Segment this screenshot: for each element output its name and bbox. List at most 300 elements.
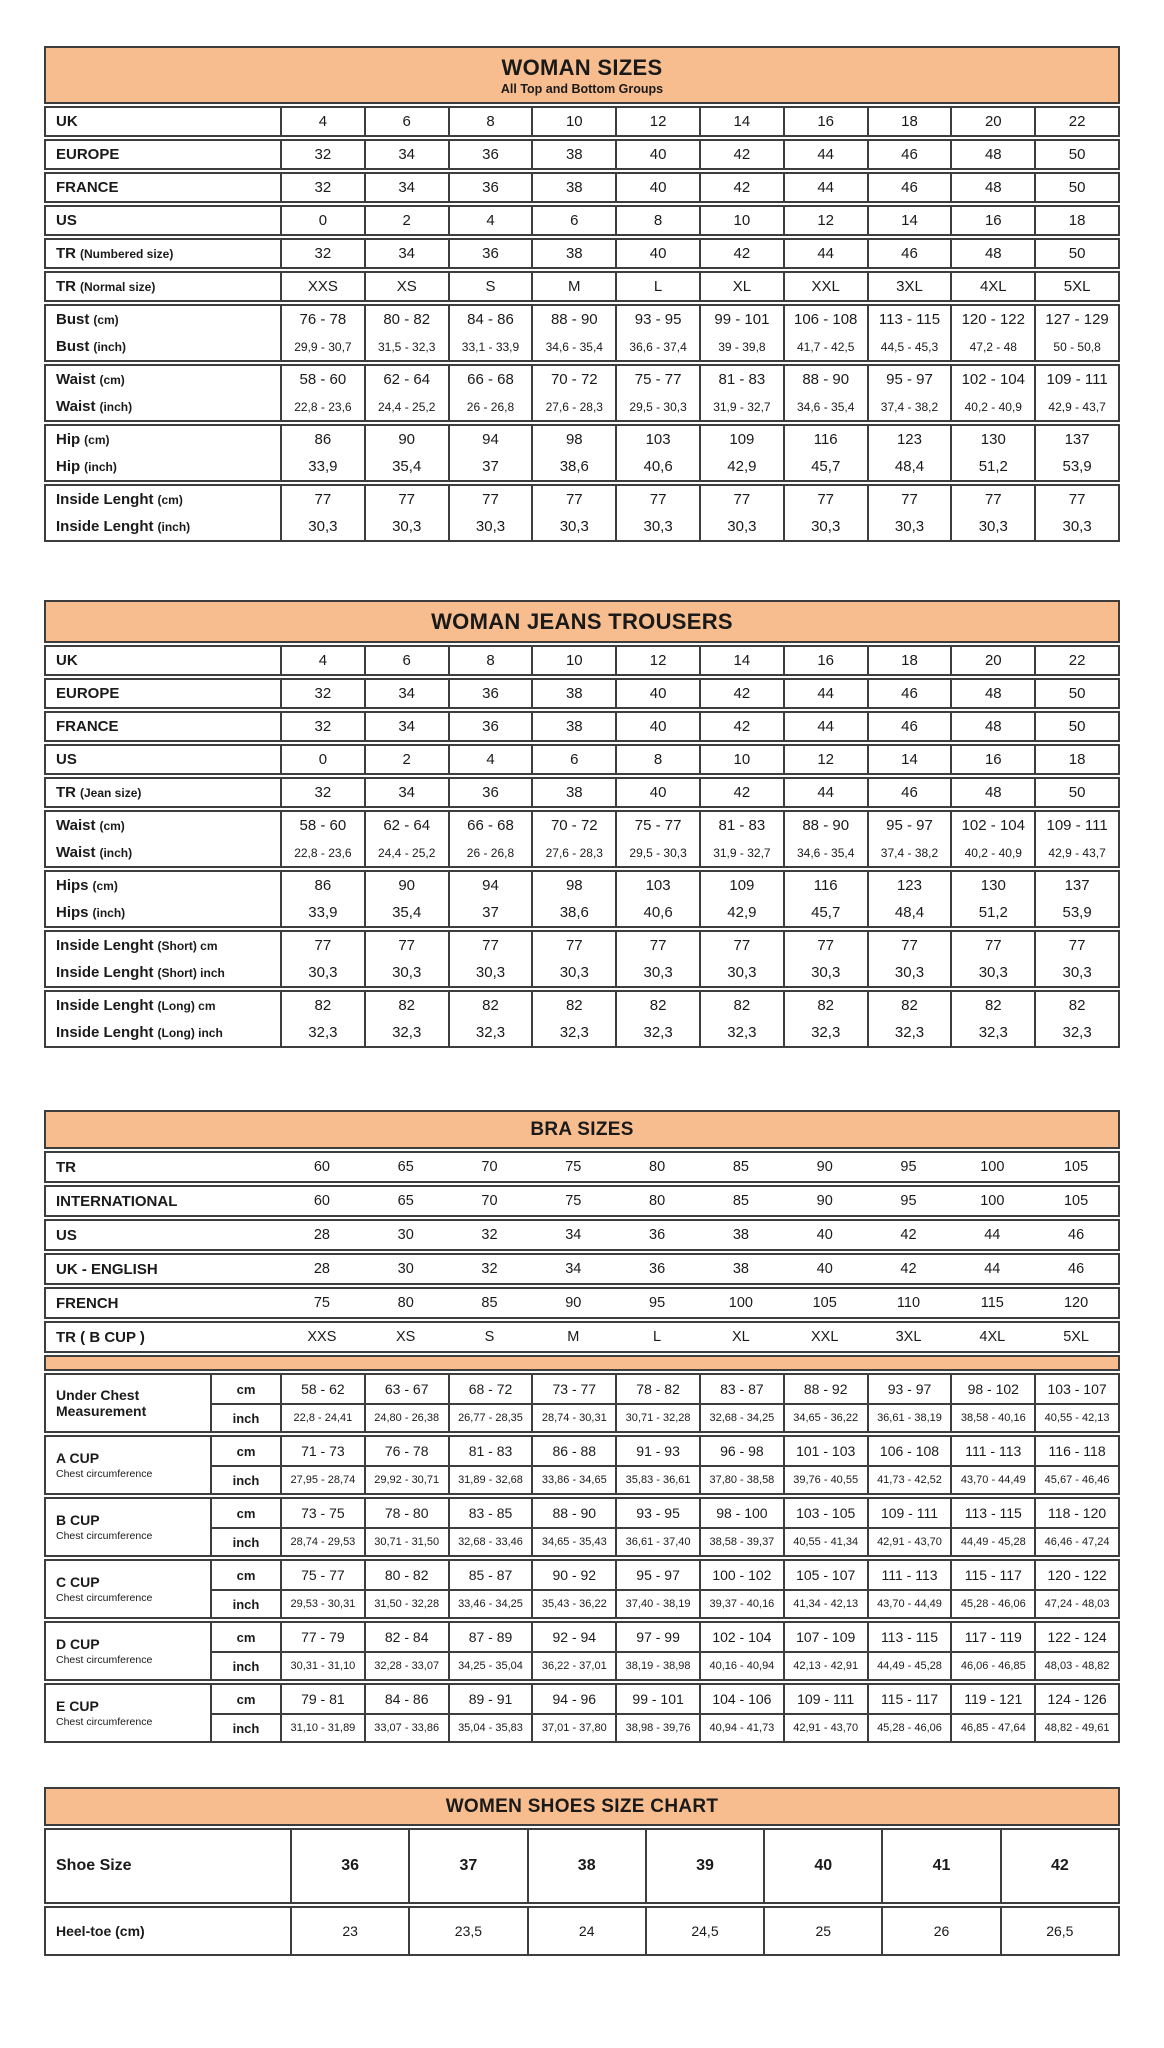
size-value-cell: 42	[699, 174, 783, 201]
size-value-cell: 77	[531, 486, 615, 513]
shoes-body	[44, 1828, 1120, 1956]
size-value-cell: 22	[1034, 647, 1118, 674]
size-value-cell: 94	[448, 426, 532, 453]
row-label-text: FRANCE	[56, 718, 119, 735]
row-label	[46, 647, 280, 674]
size-value-cell: 82	[531, 992, 615, 1019]
row-group	[44, 106, 1120, 137]
table-row	[46, 959, 1118, 986]
size-value-cell: 88 - 90	[783, 812, 867, 839]
cup-cm-value: 106 - 108	[867, 1437, 951, 1465]
size-value-cell: 120	[1063, 1295, 1089, 1311]
size-value-cell: 30	[397, 1261, 414, 1277]
size-value-cell: 46	[867, 779, 951, 806]
size-value-cell: 16	[783, 647, 867, 674]
cup-label-text: E CUP	[56, 1698, 99, 1715]
row-group	[44, 304, 1120, 362]
row-group	[44, 744, 1120, 775]
size-value-cell: 38,6	[531, 453, 615, 480]
cup-cm-value: 111 - 113	[867, 1561, 951, 1589]
size-value-cell: 82	[699, 992, 783, 1019]
size-value-cell: 12	[783, 746, 867, 773]
row-label: INTERNATIONAL	[56, 1192, 178, 1210]
table-row	[46, 1019, 1118, 1046]
unit-inch-label: inch	[210, 1589, 280, 1617]
row-label	[46, 959, 280, 986]
size-value-cell: 82	[1034, 992, 1118, 1019]
row-label-note: (cm)	[93, 312, 119, 327]
unit-inch-label: inch	[210, 1527, 280, 1555]
size-value-cell: 47,2 - 48	[950, 333, 1034, 360]
row-group	[44, 484, 1120, 542]
size-value-cell: 40,6	[615, 453, 699, 480]
size-value-cell: 30,3	[699, 513, 783, 540]
size-value-cell: 77	[950, 486, 1034, 513]
size-value-cell: 38	[531, 680, 615, 707]
jeans-header	[44, 600, 1120, 643]
row-label-text: Hip	[56, 458, 81, 475]
cup-inch-value: 42,91 - 43,70	[867, 1527, 951, 1555]
size-value-cell: 40	[763, 1830, 881, 1902]
size-value-cell: 84 - 86	[448, 306, 532, 333]
row-group	[44, 711, 1120, 742]
row-label-note: (Long) inch	[157, 1025, 223, 1040]
size-value-cell: 46	[1068, 1261, 1085, 1277]
size-value-cell: 62 - 64	[364, 366, 448, 393]
size-value-cell: 40	[615, 141, 699, 168]
size-value-cell: 80	[649, 1193, 666, 1209]
size-value-cell: 38	[732, 1227, 749, 1243]
row-label-text: FRANCE	[56, 179, 119, 196]
woman-sizes-subtitle: All Top and Bottom Groups	[500, 82, 664, 96]
size-value-cell: 20	[950, 647, 1034, 674]
size-value-cell: 39 - 39,8	[699, 333, 783, 360]
cup-cm-value: 86 - 88	[531, 1437, 615, 1465]
size-value-cell: 0	[280, 746, 364, 773]
cup-inch-value: 29,53 - 30,31	[280, 1589, 364, 1617]
size-value-cell: 50	[1034, 141, 1118, 168]
cup-inch-value: 30,71 - 31,50	[364, 1527, 448, 1555]
size-value-cell: 77	[783, 486, 867, 513]
size-value-cell: 30,3	[364, 513, 448, 540]
row-label-note: (Short) inch	[157, 965, 225, 980]
cup-cm-value: 101 - 103	[783, 1437, 867, 1465]
size-value-cell: 29,5 - 30,3	[615, 839, 699, 866]
table-row	[46, 713, 1118, 740]
size-value-cell: 50	[1034, 240, 1118, 267]
unit-inch-label: inch	[210, 1465, 280, 1493]
size-value-cell: 2	[364, 746, 448, 773]
size-value-cell: 29,9 - 30,7	[280, 333, 364, 360]
cup-cm-value: 83 - 87	[699, 1375, 783, 1403]
size-value-cell: 4	[280, 108, 364, 135]
cup-inch-value: 46,06 - 46,85	[950, 1651, 1034, 1679]
size-value-cell: 4	[280, 647, 364, 674]
cup-inch-value: 22,8 - 24,41	[280, 1403, 364, 1431]
size-value-cell: 23	[290, 1908, 408, 1954]
bra-standard-row	[44, 1287, 1120, 1319]
size-value-cell: 22,8 - 23,6	[280, 393, 364, 420]
table-row	[46, 141, 1118, 168]
size-value-cell: 30,3	[364, 959, 448, 986]
cup-cm-value: 87 - 89	[448, 1623, 532, 1651]
size-value-cell: 10	[531, 108, 615, 135]
cup-cm-value: 109 - 111	[867, 1499, 951, 1527]
table-row	[46, 393, 1118, 420]
size-value-cell: 37,4 - 38,2	[867, 839, 951, 866]
cup-cm-value: 78 - 80	[364, 1499, 448, 1527]
size-value-cell: 103	[615, 872, 699, 899]
cup-inch-value: 44,49 - 45,28	[867, 1651, 951, 1679]
size-value-cell: 109 - 111	[1034, 812, 1118, 839]
table-row	[46, 779, 1118, 806]
cup-inch-value: 37,40 - 38,19	[615, 1589, 699, 1617]
row-label: US	[56, 1226, 77, 1244]
size-value-cell: 40	[816, 1227, 833, 1243]
size-value-cell: 22	[1034, 108, 1118, 135]
cup-cm-value: 77 - 79	[280, 1623, 364, 1651]
cup-inch-value: 46,85 - 47,64	[950, 1713, 1034, 1741]
size-value-cell: 137	[1034, 426, 1118, 453]
size-value-cell: 80	[397, 1295, 414, 1311]
size-value-cell: 40,2 - 40,9	[950, 393, 1034, 420]
row-label	[46, 393, 280, 420]
cup-cm-value: 94 - 96	[531, 1685, 615, 1713]
size-value-cell: 32,3	[783, 1019, 867, 1046]
size-value-cell: 5XL	[1063, 1329, 1089, 1345]
size-value-cell: 39	[645, 1830, 763, 1902]
row-label: TR ( B CUP )	[56, 1328, 145, 1346]
row-label: FRENCH	[56, 1294, 119, 1312]
size-value-cell: 32	[280, 141, 364, 168]
row-label-note: (inch)	[92, 905, 126, 920]
cup-inch-value: 35,04 - 35,83	[448, 1713, 532, 1741]
size-value-cell: 34	[565, 1261, 582, 1277]
size-value-cell: L	[653, 1329, 662, 1345]
size-value-cell: 12	[615, 108, 699, 135]
woman-sizes-table	[44, 46, 1120, 542]
table-row	[46, 240, 1118, 267]
size-value-cell: 36	[448, 141, 532, 168]
size-value-cell: 32	[280, 680, 364, 707]
size-value-cell: 8	[448, 647, 532, 674]
size-value-cell: 26,5	[1000, 1908, 1118, 1954]
size-value-cell: 38	[531, 713, 615, 740]
row-label-text: Waist	[56, 844, 96, 861]
size-value-cell: 70	[481, 1193, 498, 1209]
row-group	[44, 870, 1120, 928]
size-value-cell: 77	[448, 932, 532, 959]
size-value-cell: 115	[980, 1295, 1004, 1311]
row-label	[46, 108, 280, 135]
size-value-cell: 44	[783, 174, 867, 201]
cup-cm-value: 111 - 113	[950, 1437, 1034, 1465]
size-value-cell: 46	[867, 141, 951, 168]
cup-inch-value: 24,80 - 26,38	[364, 1403, 448, 1431]
size-value-cell: 18	[867, 647, 951, 674]
size-value-cell: 100	[980, 1159, 1005, 1175]
cup-cm-value: 98 - 102	[950, 1375, 1034, 1403]
row-label-text: Hip	[56, 431, 81, 448]
row-label-note: (Normal size)	[80, 279, 156, 294]
size-value-cell: 8	[615, 746, 699, 773]
size-value-cell: 0	[280, 207, 364, 234]
cup-cm-value: 103 - 107	[1034, 1375, 1118, 1403]
cup-inch-value: 32,68 - 33,46	[448, 1527, 532, 1555]
row-label-text: US	[56, 212, 77, 229]
size-value-cell: 50	[1034, 680, 1118, 707]
size-value-cell: 6	[364, 108, 448, 135]
row-label-text: TR	[56, 245, 76, 262]
size-value-cell: XXS	[280, 273, 364, 300]
size-value-cell: 50	[1034, 174, 1118, 201]
row-label: TR	[56, 1158, 76, 1176]
size-value-cell: 42,9 - 43,7	[1034, 393, 1118, 420]
size-value-cell: XXS	[307, 1329, 337, 1345]
cup-cm-value: 88 - 90	[531, 1499, 615, 1527]
size-value-cell: 6	[364, 647, 448, 674]
size-value-cell: 109	[699, 872, 783, 899]
cup-inch-value: 28,74 - 29,53	[280, 1527, 364, 1555]
cup-cm-value: 100 - 102	[699, 1561, 783, 1589]
size-value-cell: 44	[783, 779, 867, 806]
cup-cm-value: 104 - 106	[699, 1685, 783, 1713]
row-label-note: (inch)	[99, 399, 133, 414]
row-label-text: Inside Lenght	[56, 964, 154, 981]
size-value-cell: 30,3	[783, 513, 867, 540]
size-value-cell: XS	[396, 1329, 416, 1345]
table-row	[46, 306, 1118, 333]
cup-inch-value: 40,94 - 41,73	[699, 1713, 783, 1741]
bra-standard-row	[44, 1151, 1120, 1183]
row-group	[44, 810, 1120, 868]
size-value-cell: 30,3	[950, 513, 1034, 540]
cup-sublabel: Chest circumference	[56, 1715, 153, 1728]
row-label-note: (cm)	[92, 878, 118, 893]
woman-sizes-body	[44, 106, 1120, 542]
cup-inch-value: 43,70 - 44,49	[950, 1465, 1034, 1493]
row-label-text: Bust	[56, 338, 90, 355]
size-value-cell: 37	[408, 1830, 526, 1902]
size-value-cell: 38	[527, 1830, 645, 1902]
cup-inch-value: 33,46 - 34,25	[448, 1589, 532, 1617]
row-label	[46, 1019, 280, 1046]
size-value-cell: 33,1 - 33,9	[448, 333, 532, 360]
cup-cm-value: 117 - 119	[950, 1623, 1034, 1651]
bra-standard-row	[44, 1321, 1120, 1353]
size-value-cell: 30,3	[448, 959, 532, 986]
cup-inch-value: 46,46 - 47,24	[1034, 1527, 1118, 1555]
size-value-cell: 40,6	[615, 899, 699, 926]
size-value-cell: 16	[950, 207, 1034, 234]
size-value-cell: XXL	[783, 273, 867, 300]
table-row	[46, 174, 1118, 201]
cup-inch-value: 38,98 - 39,76	[615, 1713, 699, 1741]
cup-inch-value: 43,70 - 44,49	[867, 1589, 951, 1617]
cup-cm-value: 71 - 73	[280, 1437, 364, 1465]
cup-cm-value: 68 - 72	[448, 1375, 532, 1403]
cup-inch-value: 37,80 - 38,58	[699, 1465, 783, 1493]
cup-cm-value: 73 - 77	[531, 1375, 615, 1403]
size-value-cell: 16	[783, 108, 867, 135]
size-value-cell: S	[448, 273, 532, 300]
row-label-note: (cm)	[84, 432, 110, 447]
size-value-cell: 94	[448, 872, 532, 899]
row-label-text: TR	[56, 784, 76, 801]
size-value-cell: 102 - 104	[950, 366, 1034, 393]
cup-inch-value: 48,03 - 48,82	[1034, 1651, 1118, 1679]
size-value-cell: 85	[732, 1159, 749, 1175]
shoes-title: WOMEN SHOES SIZE CHART	[445, 1796, 719, 1817]
size-value-cell: 77	[531, 932, 615, 959]
row-label	[46, 141, 280, 168]
cup-label-text: D CUP	[56, 1636, 100, 1653]
size-value-cell: 10	[699, 746, 783, 773]
cup-cm-value: 113 - 115	[867, 1623, 951, 1651]
row-label-note: (Long) cm	[157, 998, 216, 1013]
size-value-cell: 28	[313, 1261, 330, 1277]
size-value-cell: 10	[531, 647, 615, 674]
cup-inch-value: 32,68 - 34,25	[699, 1403, 783, 1431]
cup-cm-value: 109 - 111	[783, 1685, 867, 1713]
size-value-cell: M	[567, 1329, 580, 1345]
size-value-cell: 18	[867, 108, 951, 135]
cup-cm-value: 116 - 118	[1034, 1437, 1118, 1465]
size-value-cell: 32,3	[531, 1019, 615, 1046]
size-value-cell: 82	[950, 992, 1034, 1019]
cup-inch-value: 40,55 - 41,34	[783, 1527, 867, 1555]
size-value-cell: 38	[531, 240, 615, 267]
table-row	[46, 513, 1118, 540]
cup-cm-value: 89 - 91	[448, 1685, 532, 1713]
size-value-cell: 30,3	[1034, 959, 1118, 986]
size-value-cell: 88 - 90	[783, 366, 867, 393]
size-value-cell: 10	[699, 207, 783, 234]
size-value-cell: 30,3	[615, 959, 699, 986]
row-label-text: Waist	[56, 817, 96, 834]
row-label	[46, 812, 280, 839]
cup-inch-value: 31,89 - 32,68	[448, 1465, 532, 1493]
cup-cm-value: 103 - 105	[783, 1499, 867, 1527]
cup-cm-value: 95 - 97	[615, 1561, 699, 1589]
cup-group	[44, 1559, 1120, 1619]
size-value-cell: 76 - 78	[280, 306, 364, 333]
cup-inch-value: 30,71 - 32,28	[615, 1403, 699, 1431]
size-value-cell: 46	[1068, 1227, 1085, 1243]
size-value-cell: 31,5 - 32,3	[364, 333, 448, 360]
row-group	[44, 678, 1120, 709]
size-value-cell: 66 - 68	[448, 812, 532, 839]
row-label-text: EUROPE	[56, 685, 120, 702]
size-value-cell: 90	[816, 1159, 833, 1175]
cup-label	[46, 1437, 210, 1493]
size-value-cell: 75 - 77	[615, 366, 699, 393]
size-value-cell: 40	[615, 240, 699, 267]
size-value-cell: 40,2 - 40,9	[950, 839, 1034, 866]
size-value-cell: 46	[867, 713, 951, 740]
cup-cm-value: 92 - 94	[531, 1623, 615, 1651]
size-value-cell: 77	[280, 486, 364, 513]
cup-inch-value: 33,86 - 34,65	[531, 1465, 615, 1493]
size-value-cell: 22,8 - 23,6	[280, 839, 364, 866]
cup-inch-value: 45,28 - 46,06	[867, 1713, 951, 1741]
row-group	[44, 205, 1120, 236]
cup-inch-value: 38,58 - 40,16	[950, 1403, 1034, 1431]
row-label: Heel-toe (cm)	[56, 1923, 145, 1939]
size-value-cell: 42	[699, 141, 783, 168]
cup-inch-value: 40,55 - 42,13	[1034, 1403, 1118, 1431]
size-value-cell: 35,4	[364, 453, 448, 480]
size-value-cell: 32	[481, 1227, 498, 1243]
size-value-cell: 42	[699, 240, 783, 267]
cup-cm-value: 88 - 92	[783, 1375, 867, 1403]
row-label	[46, 306, 280, 333]
size-value-cell: 46	[867, 174, 951, 201]
size-value-cell: 75	[565, 1159, 582, 1175]
shoe-table-row	[44, 1828, 1120, 1904]
size-value-cell: 32	[280, 779, 364, 806]
size-value-cell: 77	[615, 486, 699, 513]
cup-inch-value: 48,82 - 49,61	[1034, 1713, 1118, 1741]
size-value-cell: 30,3	[280, 513, 364, 540]
cup-group	[44, 1435, 1120, 1495]
size-value-cell: 30,3	[783, 959, 867, 986]
row-group	[44, 172, 1120, 203]
row-label	[46, 207, 280, 234]
size-value-cell: 36	[649, 1227, 666, 1243]
size-value-cell: 42	[699, 779, 783, 806]
cup-inch-value: 42,91 - 43,70	[783, 1713, 867, 1741]
woman-sizes-header	[44, 46, 1120, 104]
cup-cm-value: 78 - 82	[615, 1375, 699, 1403]
size-value-cell: 36	[649, 1261, 666, 1277]
size-value-cell: 42	[900, 1261, 917, 1277]
size-value-cell: 42,9	[699, 453, 783, 480]
table-row	[46, 746, 1118, 773]
size-value-cell: 32,3	[867, 1019, 951, 1046]
size-value-cell: 14	[699, 647, 783, 674]
row-label-text: TR	[56, 278, 76, 295]
jeans-title: WOMAN JEANS TROUSERS	[431, 609, 733, 634]
size-value-cell: 77	[280, 932, 364, 959]
table-row	[46, 899, 1118, 926]
size-value-cell: 70 - 72	[531, 812, 615, 839]
size-value-cell: 32	[280, 713, 364, 740]
size-value-cell: 95	[900, 1159, 917, 1175]
size-value-cell: 50	[1034, 713, 1118, 740]
cup-cm-value: 120 - 122	[1034, 1561, 1118, 1589]
cup-inch-value: 31,50 - 32,28	[364, 1589, 448, 1617]
row-group	[44, 645, 1120, 676]
cup-inch-value: 41,34 - 42,13	[783, 1589, 867, 1617]
size-value-cell: 36,6 - 37,4	[615, 333, 699, 360]
table-row	[46, 647, 1118, 674]
cup-inch-value: 32,28 - 33,07	[364, 1651, 448, 1679]
size-value-cell: XL	[732, 1329, 750, 1345]
size-value-cell: 90	[816, 1193, 833, 1209]
size-value-cell: 95	[900, 1193, 917, 1209]
row-group	[44, 930, 1120, 988]
size-value-cell: 46	[867, 240, 951, 267]
cup-inch-value: 39,37 - 40,16	[699, 1589, 783, 1617]
size-value-cell: 18	[1034, 207, 1118, 234]
size-value-cell: 75	[565, 1193, 582, 1209]
row-label	[46, 899, 280, 926]
size-value-cell: 53,9	[1034, 453, 1118, 480]
size-value-cell: 109 - 111	[1034, 366, 1118, 393]
size-value-cell: 30,3	[280, 959, 364, 986]
row-label-note: (inch)	[99, 845, 133, 860]
